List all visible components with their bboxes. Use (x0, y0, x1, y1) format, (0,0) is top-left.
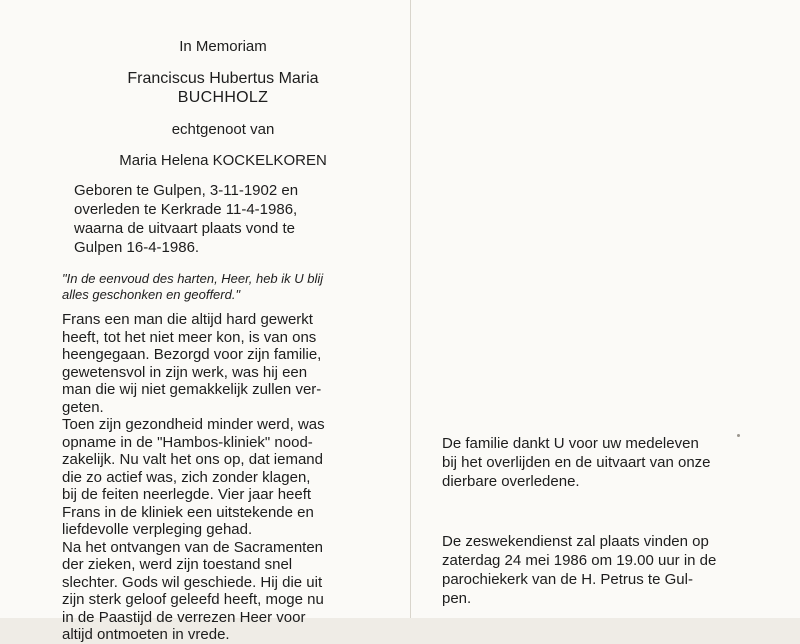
left-page (62, 38, 384, 644)
paper-speck (737, 434, 740, 437)
spouse-of-label: echtgenoot van (171, 121, 275, 138)
deceased-given-names: Franciscus Hubertus Maria (127, 70, 319, 87)
spouse-name: Maria Helena KOCKELKOREN (119, 152, 327, 169)
quote-text: "In de eenvoud des harten, Heer, heb ik U blij alles geschonken en geofferd." (62, 271, 324, 302)
deceased-surname: BUCHHOLZ (177, 89, 269, 106)
heading: In Memoriam (179, 38, 267, 55)
tribute-text: Frans een man die altijd hard gewerkt heeft, tot het niet meer kon, is van ons heengegaan. Bezorgd voor zijn familie, gewetensvol in zijn werk, was hij een man die wij niet gemakkelijk zullen ver- geten. Toen zijn gezondheid minder werd, was opname in de "Hambos-kliniek" nood- zakelijk. Nu valt het ons op, dat iemand die zo actief was, zich zonder klagen, bij de feiten neerlegde. Vier jaar heeft Frans in de kliniek een uitstekende en liefdevolle verpleging gehad. Na het ontvangen van de Sacramenten der zieken, werd zijn toestand snel slechter. Gods wil geschiede. Hij die uit zijn sterk geloof geleefd heeft, moge nu in de Paastijd de verrezen Heer voor altijd ontmoeten in vrede. (62, 311, 325, 643)
memorial-service-text: De zeswekendienst zal plaats vinden op zaterdag 24 mei 1986 om 19.00 uur in de parochiekerk van de H. Petrus te Gul- pen. (442, 533, 717, 607)
birth-death-text: Geboren te Gulpen, 3-11-1902 en overleden te Kerkrade 11-4-1986, waarna de uitvaart plaats vond te Gulpen 16-4-1986. (74, 182, 299, 256)
card-fold-line (410, 0, 411, 618)
thanks-text: De familie dankt U voor uw medeleven bij het overlijden en de uitvaart van onze dierbare overledene. (442, 435, 711, 490)
